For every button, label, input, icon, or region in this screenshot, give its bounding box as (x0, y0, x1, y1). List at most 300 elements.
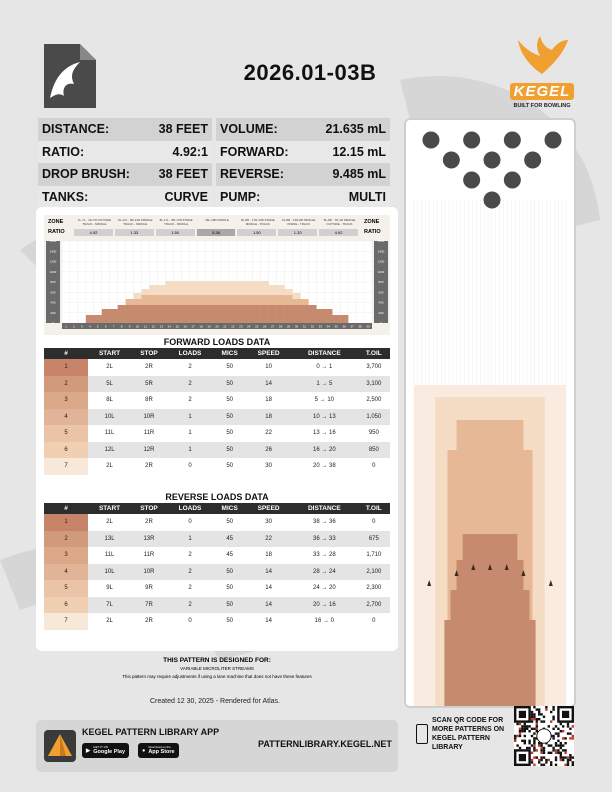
graph-bar-dark (110, 309, 118, 323)
x-tick: 35 (334, 324, 338, 329)
graph-bar-light (173, 281, 181, 295)
table-cell: 10L (88, 409, 131, 426)
table-cell: 45 (213, 531, 246, 548)
app-icon (44, 730, 76, 762)
table-header: # (44, 348, 88, 359)
x-tick: 38 (358, 324, 362, 329)
table-row (44, 425, 390, 442)
bowling-pin-icon (463, 132, 480, 149)
x-tick: 3 (81, 324, 83, 329)
table-cell: 18 (246, 392, 291, 409)
table-cell: 50 (213, 359, 246, 376)
x-tick: 15 (175, 324, 179, 329)
graph-bar-mid (197, 295, 205, 305)
table-cell: 11L (88, 425, 131, 442)
table-cell: 0 (167, 514, 213, 531)
table-cell: 13R (131, 531, 167, 548)
table-cell: 20 → 16 (291, 597, 358, 614)
table-cell: 0 (358, 458, 390, 475)
x-tick: 26 (263, 324, 267, 329)
table-header: STOP (131, 503, 167, 514)
spec-row (38, 118, 394, 141)
table-cell: 675 (358, 531, 390, 548)
zone-cell: 8L-12L · 8R-12R MIDDLE TRACK - MIDDLE (118, 218, 153, 226)
graph-bar-dark (181, 305, 189, 323)
table-header: LOADS (167, 503, 213, 514)
graph-bar-dark (205, 305, 213, 323)
table-header: STOP (131, 348, 167, 359)
table-cell: 2 (167, 392, 213, 409)
table-cell: 2 (167, 547, 213, 564)
graph-bar-mid (141, 295, 149, 305)
graph-bar-light (213, 281, 221, 295)
graph-bar-light (269, 285, 277, 295)
graph-bar-light (134, 293, 142, 299)
table-cell: 7 (44, 613, 88, 630)
x-tick: 30 (294, 324, 299, 329)
table-cell: 14 (246, 597, 291, 614)
table-cell: 2 (167, 597, 213, 614)
qr-code[interactable] (514, 706, 574, 766)
graph-bar-dark (245, 305, 253, 323)
graph-bar-dark (293, 305, 301, 323)
pyramid-icon (44, 730, 76, 762)
graph-bar-light (165, 281, 173, 295)
bowling-pin-icon (504, 132, 521, 149)
table-cell: 4 (44, 564, 88, 581)
kegel-app-logo (40, 44, 96, 108)
table-cell: 50 (213, 564, 246, 581)
ratio-cell: 1.33 (278, 229, 317, 236)
designed-sub: VARIABLE MICROLITER STREAMS (180, 666, 254, 671)
bowling-pin-icon (484, 192, 501, 209)
table-cell: 2R (131, 514, 167, 531)
graph-bar-dark (269, 305, 277, 323)
table-cell: 2R (131, 613, 167, 630)
table-cell: 2L (88, 514, 131, 531)
y-tick-left: 0 (52, 321, 54, 325)
x-tick: 21 (223, 324, 227, 329)
phone-scan-icon (416, 724, 428, 744)
table-cell: 5 (44, 425, 88, 442)
table-cell: 12R (131, 442, 167, 459)
table-row (44, 359, 390, 376)
table-cell: 22 (246, 531, 291, 548)
table-cell: 0 (167, 613, 213, 630)
table-cell: 2,100 (358, 564, 390, 581)
x-tick: 39 (366, 324, 370, 329)
table-cell: 12L (88, 442, 131, 459)
table-cell: 11R (131, 425, 167, 442)
table-cell: 9R (131, 580, 167, 597)
graph-bar-dark (316, 309, 324, 323)
table-row (44, 580, 390, 597)
library-url[interactable]: PATTERNLIBRARY.KEGEL.NET (258, 739, 392, 749)
designed-note: This pattern may require adjustments if using a lane machine that does not have these features (122, 674, 312, 679)
table-cell: 16 → 20 (291, 442, 358, 459)
graph-bar-mid (134, 299, 142, 305)
table-cell: 2L (88, 458, 131, 475)
table-cell: 50 (213, 425, 246, 442)
google-play-icon: ▶ (86, 747, 91, 754)
graph-bar-mid (126, 299, 134, 305)
table-cell: 10L (88, 564, 131, 581)
table-header: SPEED (246, 348, 291, 359)
spec-cell: DROP BRUSH: 38 FEET (38, 163, 212, 186)
table-row (44, 613, 390, 630)
ratio-cell: 1.50 (237, 229, 276, 236)
table-cell: 28 → 24 (291, 564, 358, 581)
table-cell: 24 → 20 (291, 580, 358, 597)
zone-cell: 8L-8R · 7R-1R MIDDLE OUTSIDE - TRACK (323, 218, 356, 226)
graph-bar-dark (86, 315, 94, 323)
spec-cell: REVERSE: 9.485 mL (216, 163, 390, 186)
table-cell: 22 (246, 425, 291, 442)
graph-bar-light (229, 281, 237, 295)
zone-cell: 9L-8R · 12R-8R MIDDLE INSIDE - TRACK (282, 218, 316, 226)
zone-cell: 8L-17L · 8R-17R INSIDE TRACK - MIDDLE (159, 218, 193, 226)
graph-bar-light (149, 285, 157, 295)
table-row (44, 514, 390, 531)
graph-bar-dark (126, 305, 134, 323)
table-header: DISTANCE (291, 348, 358, 359)
table-row (44, 531, 390, 548)
bowling-pin-icon (422, 132, 439, 149)
y-tick-right: 1000 (377, 269, 385, 274)
table-cell: 2,500 (358, 392, 390, 409)
zone-cell: 8L-8R · 17R-13R INSIDE MIDDLE - TRACK (241, 218, 275, 226)
spec-row (38, 186, 394, 209)
graph-bar-mid (205, 295, 213, 305)
table-cell: 3,700 (358, 359, 390, 376)
graph-bar-light (189, 281, 197, 295)
graph-bar-light (261, 281, 269, 295)
spec-cell: VOLUME: 21.635 mL (216, 118, 390, 141)
table-cell: 10 (246, 359, 291, 376)
table-cell: 2 (44, 531, 88, 548)
table-cell: 7 (44, 458, 88, 475)
graph-bar-mid (237, 295, 245, 305)
graph-bar-dark (300, 305, 308, 323)
graph-bar-light (157, 285, 165, 295)
table-cell: 50 (213, 409, 246, 426)
table-cell: 1 (167, 425, 213, 442)
table-cell: 0 → 1 (291, 359, 358, 376)
graph-bar-light (253, 281, 261, 295)
graph-bar-dark (94, 315, 102, 323)
x-tick: 8 (120, 324, 123, 329)
table-header: MICS (213, 503, 246, 514)
graph-bar-mid (261, 295, 269, 305)
x-tick: 36 (342, 324, 346, 329)
table-cell: 1 (167, 442, 213, 459)
x-tick: 4 (88, 324, 91, 329)
graph-bar-dark (173, 305, 181, 323)
table-cell: 45 (213, 547, 246, 564)
graph-bar-dark (340, 315, 348, 323)
bowling-pin-icon (524, 152, 541, 169)
table-cell: 7L (88, 597, 131, 614)
ratio-cell: 1.33 (115, 229, 154, 236)
x-tick: 16 (183, 324, 187, 329)
table-header: START (88, 503, 131, 514)
graph-bar-mid (253, 295, 261, 305)
graph-bar-dark (277, 305, 285, 323)
table-row (44, 409, 390, 426)
zone-cell: 18L-18R MIDDLE (205, 218, 229, 222)
bowling-pin-icon (545, 132, 562, 149)
table-cell: 2R (131, 359, 167, 376)
table-cell: 2 (167, 580, 213, 597)
y-tick-right: 600 (378, 290, 384, 295)
table-cell: 14 (246, 613, 291, 630)
table-cell: 10R (131, 409, 167, 426)
x-tick: 14 (167, 324, 171, 329)
graph-bar-light (141, 289, 149, 295)
table-cell: 50 (213, 458, 246, 475)
table-header: DISTANCE (291, 503, 358, 514)
x-tick: 10 (135, 324, 140, 329)
table-cell: 2 (167, 359, 213, 376)
table-cell: 50 (213, 597, 246, 614)
table-cell: 26 (246, 442, 291, 459)
bowling-pin-icon (443, 152, 460, 169)
graph-bar-mid (173, 295, 181, 305)
y-tick-left: 1600 (49, 239, 57, 243)
x-tick: 22 (231, 324, 235, 329)
table-row (44, 597, 390, 614)
graph-bar-mid (149, 295, 157, 305)
table-cell: 50 (213, 392, 246, 409)
table-row (44, 392, 390, 409)
table-header: T.OIL (358, 503, 390, 514)
ratio-cell: 1.50 (156, 229, 195, 236)
table-cell: 5 (44, 580, 88, 597)
forward-title: FORWARD LOADS DATA (163, 337, 271, 347)
table-cell: 14 (246, 580, 291, 597)
graph-bar-light (293, 293, 301, 299)
graph-bar-light (277, 285, 285, 295)
y-tick-left: 1000 (49, 269, 57, 274)
table-cell: 10 → 13 (291, 409, 358, 426)
x-tick: 11 (143, 324, 148, 329)
table-cell: 3 (44, 392, 88, 409)
table-cell: 2 (167, 564, 213, 581)
pattern-title: 2026.01-03B (243, 60, 377, 85)
graph-bar-mid (293, 299, 301, 305)
table-row (44, 458, 390, 475)
table-cell: 50 (213, 514, 246, 531)
pattern-specs (38, 118, 394, 208)
spec-cell: RATIO: 4.92:1 (38, 141, 212, 164)
graph-bar-dark (332, 315, 340, 323)
kegel-bird-icon (512, 36, 572, 76)
graph-bar-dark (149, 305, 157, 323)
qr-section (404, 712, 576, 774)
ratio-cell: 4.92 (319, 229, 358, 236)
spec-row (38, 141, 394, 164)
table-cell: 5 → 10 (291, 392, 358, 409)
y-tick-right: 800 (378, 280, 384, 284)
table-cell: 2L (88, 359, 131, 376)
y-tick-right: 400 (378, 300, 384, 305)
table-cell: 1 (44, 359, 88, 376)
graph-bar-mid (300, 299, 308, 305)
y-tick-left: 200 (50, 310, 56, 315)
table-cell: 13 → 16 (291, 425, 358, 442)
google-play-button[interactable]: ▶ GET IT ON Google Play (82, 743, 129, 758)
graph-bar-dark (197, 305, 205, 323)
graph-bar-dark (221, 305, 229, 323)
table-cell: 30 (246, 514, 291, 531)
table-cell: 0 (167, 458, 213, 475)
table-cell: 10R (131, 564, 167, 581)
created-line: Created 12 30, 2025 - Rendered for Atlas. (150, 698, 280, 705)
spec-cell: PUMP: MULTI (216, 186, 390, 209)
graph-bar-dark (157, 305, 165, 323)
x-tick: 25 (255, 324, 259, 329)
x-tick: 6 (104, 324, 107, 329)
table-cell: 1 (167, 409, 213, 426)
table-cell: 0 (358, 613, 390, 630)
graph-bar-dark (229, 305, 237, 323)
graph-bar-dark (237, 305, 245, 323)
table-cell: 7R (131, 597, 167, 614)
table-cell: 1 (44, 514, 88, 531)
table-cell: 2,300 (358, 580, 390, 597)
reverse-title: REVERSE LOADS DATA (165, 492, 269, 502)
table-row (44, 564, 390, 581)
table-cell: 3,100 (358, 376, 390, 393)
table-cell: 18 (246, 409, 291, 426)
loads-panel (36, 207, 398, 651)
table-row (44, 547, 390, 564)
graph-bar-mid (189, 295, 197, 305)
zone-cell: 1L-7L · 1R-7R OUTSIDE TRACK - MIDDLE (77, 218, 111, 226)
zone-label-right: ZONE (364, 219, 380, 225)
graph-bar-light (181, 281, 189, 295)
graph-bar-dark (285, 305, 293, 323)
x-tick: 24 (247, 324, 251, 329)
y-tick-right: 1400 (377, 249, 385, 254)
y-tick-right: 1200 (377, 259, 385, 264)
graph-bar-light (285, 289, 293, 295)
bowling-pin-icon (484, 152, 501, 169)
ratio-cell: 4.92 (74, 229, 113, 236)
table-cell: 5R (131, 376, 167, 393)
x-tick: 13 (159, 324, 164, 329)
table-header: START (88, 348, 131, 359)
graph-bar-dark (134, 305, 142, 323)
x-tick: 31 (302, 324, 307, 329)
y-tick-left: 400 (50, 300, 56, 305)
forward-loads-table (44, 348, 390, 475)
table-cell: 2L (88, 613, 131, 630)
graph-bar-dark (141, 305, 149, 323)
table-cell: 36 → 33 (291, 531, 358, 548)
x-tick: 23 (239, 324, 243, 329)
kegel-wordmark: KEGEL (510, 83, 575, 100)
app-promo (36, 720, 398, 772)
x-tick: 34 (326, 324, 330, 329)
table-header: # (44, 503, 88, 514)
x-tick: 28 (278, 324, 283, 329)
graph-bar-dark (253, 305, 261, 323)
spec-cell: TANKS: CURVE (38, 186, 212, 209)
graph-bar-light (237, 281, 245, 295)
graph-bar-light (221, 281, 229, 295)
kegel-tagline: BUILT FOR BOWLING (513, 103, 571, 109)
spec-cell: DISTANCE: 38 FEET (38, 118, 212, 141)
graph-bar-dark (189, 305, 197, 323)
y-tick-right: 0 (380, 321, 382, 325)
graph-bar-mid (285, 295, 293, 305)
graph-bar-light (197, 281, 205, 295)
app-title: KEGEL PATTERN LIBRARY APP (82, 727, 220, 737)
oil-graph (44, 215, 390, 335)
table-cell: 3 (44, 547, 88, 564)
lane-oil-svg (406, 120, 574, 706)
table-cell: 30 (246, 458, 291, 475)
x-tick: 2 (73, 324, 75, 329)
table-cell: 850 (358, 442, 390, 459)
y-tick-right: 200 (378, 310, 384, 315)
graph-bar-dark (308, 305, 316, 323)
graph-bar-mid (157, 295, 165, 305)
graph-bar-mid (221, 295, 229, 305)
x-tick: 19 (207, 324, 211, 329)
graph-bar-mid (277, 295, 285, 305)
y-tick-left: 1400 (49, 249, 57, 254)
table-cell: 2,700 (358, 597, 390, 614)
table-cell: 6 (44, 442, 88, 459)
graph-bar-dark (165, 305, 173, 323)
ratio-label-left: RATIO (48, 229, 65, 235)
x-tick: 1 (65, 324, 67, 329)
table-header: SPEED (246, 503, 291, 514)
table-row (44, 376, 390, 393)
oil-graph-svg (44, 215, 390, 335)
table-cell: 50 (213, 376, 246, 393)
graph-bar-dark (102, 309, 110, 323)
graph-bar-mid (245, 295, 253, 305)
reverse-loads-table (44, 503, 390, 630)
table-cell: 11R (131, 547, 167, 564)
table-header: T.OIL (358, 348, 390, 359)
graph-bar-mid (165, 295, 173, 305)
spec-cell: FORWARD: 12.15 mL (216, 141, 390, 164)
app-store-button[interactable]: ● Download on the App Store (138, 743, 179, 758)
x-tick: 12 (151, 324, 156, 329)
table-cell: 14 (246, 564, 291, 581)
table-header: LOADS (167, 348, 213, 359)
x-tick: 37 (350, 324, 354, 329)
y-tick-right: 1600 (377, 239, 385, 243)
graph-bar-mid (269, 295, 277, 305)
table-cell: 38 → 36 (291, 514, 358, 531)
table-cell: 20 → 38 (291, 458, 358, 475)
table-cell: 50 (213, 442, 246, 459)
table-cell: 13L (88, 531, 131, 548)
table-cell: 0 (358, 514, 390, 531)
y-tick-left: 600 (50, 290, 56, 295)
table-cell: 8R (131, 392, 167, 409)
designed-title: THIS PATTERN IS DESIGNED FOR: (163, 657, 271, 664)
table-cell: 33 → 28 (291, 547, 358, 564)
spec-row (38, 163, 394, 186)
table-cell: 6 (44, 597, 88, 614)
table-cell: 18 (246, 547, 291, 564)
